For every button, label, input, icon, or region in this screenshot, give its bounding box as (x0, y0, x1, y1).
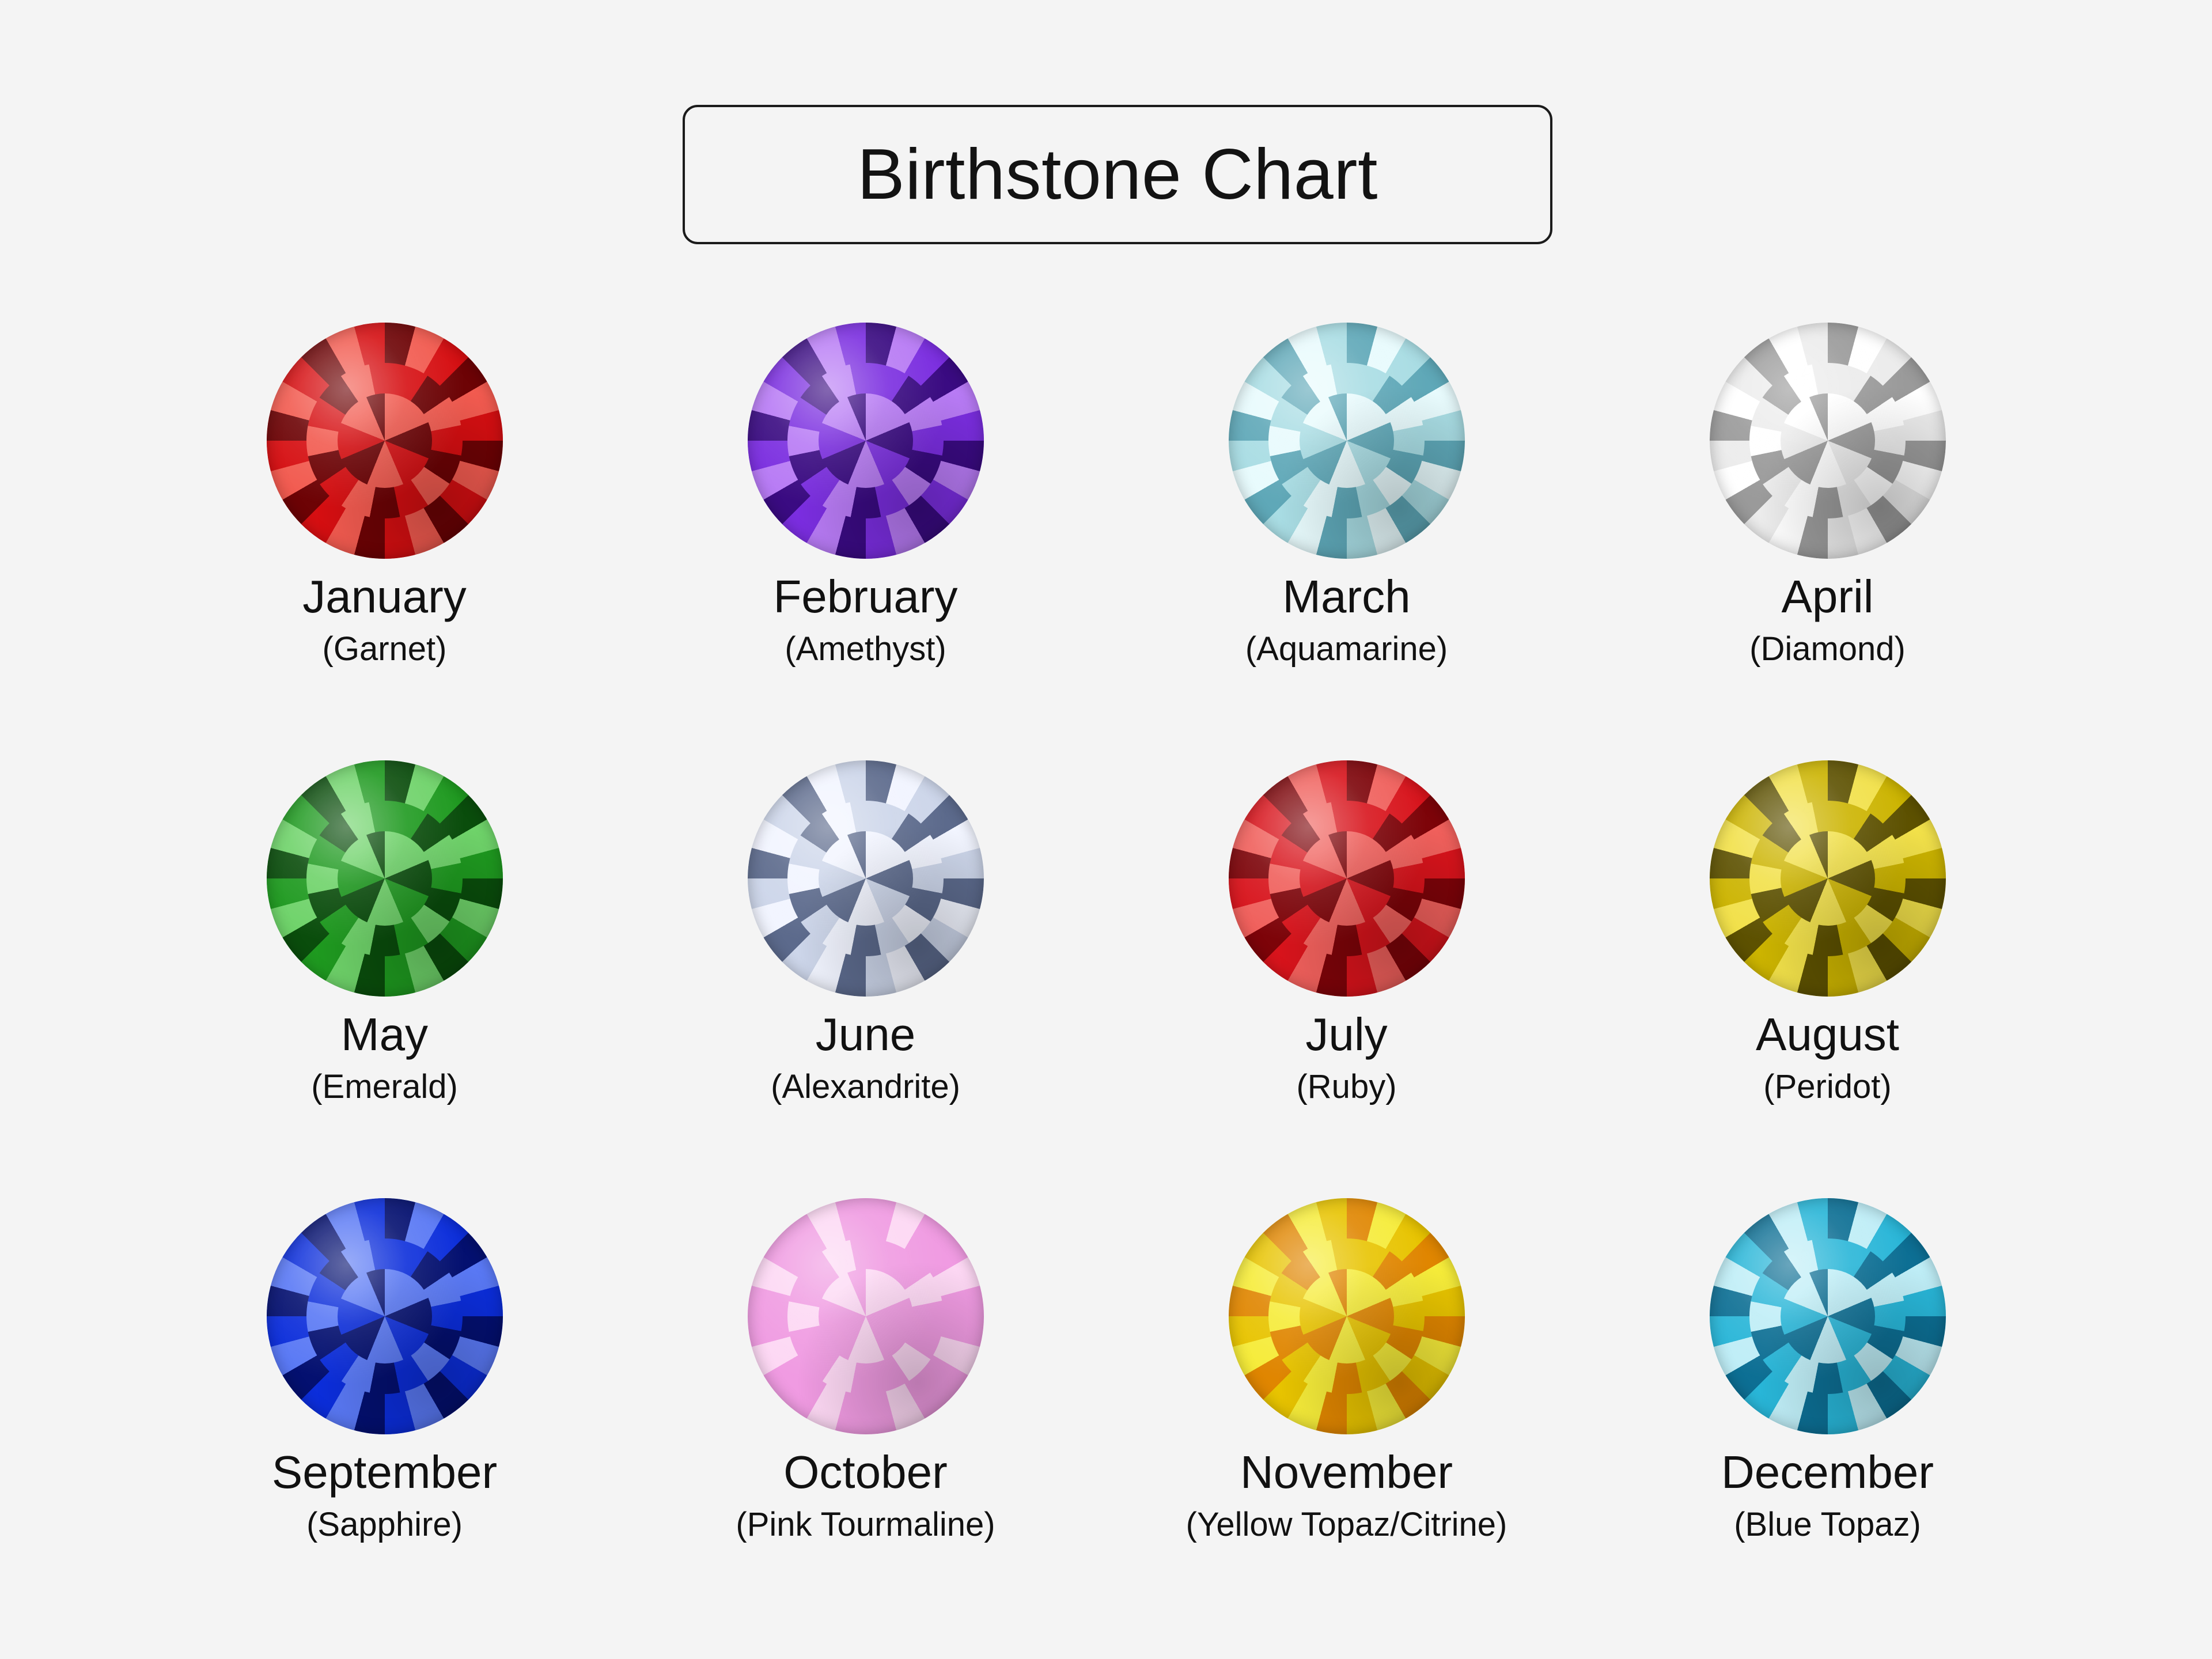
gem-november (1229, 1198, 1465, 1434)
month-label: March (1282, 571, 1411, 622)
month-label: December (1721, 1446, 1934, 1498)
round-brilliant-gem-icon (1229, 323, 1465, 559)
round-brilliant-gem-icon (267, 1198, 503, 1434)
month-label: August (1755, 1009, 1900, 1060)
stone-label: (Sapphire) (306, 1506, 463, 1543)
birthstone-cell-june (625, 760, 1106, 1198)
stone-label: (Garnet) (322, 630, 447, 668)
birthstone-cell-april (1587, 323, 2068, 760)
birthstone-cell-july (1106, 760, 1587, 1198)
stone-label: (Emerald) (311, 1068, 458, 1105)
birthstone-cell-december (1587, 1198, 2068, 1636)
gem-october (748, 1198, 984, 1434)
round-brilliant-gem-icon (1710, 760, 1946, 997)
round-brilliant-gem-icon (748, 760, 984, 997)
gem-july (1229, 760, 1465, 997)
month-label: February (773, 571, 958, 622)
birthstone-grid (144, 323, 2068, 1636)
birthstone-cell-january (144, 323, 625, 760)
gem-september (267, 1198, 503, 1434)
round-brilliant-gem-icon (748, 323, 984, 559)
stone-label: (Blue Topaz) (1734, 1506, 1921, 1543)
stone-label: (Aquamarine) (1245, 630, 1448, 668)
page-title: Birthstone Chart (857, 135, 1378, 214)
birthstone-cell-march (1106, 323, 1587, 760)
stone-label: (Yellow Topaz/Citrine) (1185, 1506, 1508, 1543)
month-label: July (1305, 1009, 1388, 1060)
gem-march (1229, 323, 1465, 559)
stone-label: (Pink Tourmaline) (736, 1506, 995, 1543)
gem-june (748, 760, 984, 997)
birthstone-cell-august (1587, 760, 2068, 1198)
stone-label: (Peridot) (1763, 1068, 1892, 1105)
round-brilliant-gem-icon (1710, 323, 1946, 559)
chart-title-box (683, 105, 1552, 244)
stone-label: (Amethyst) (785, 630, 946, 668)
gem-february (748, 323, 984, 559)
month-label: April (1781, 571, 1874, 622)
round-brilliant-gem-icon (748, 1198, 984, 1434)
round-brilliant-gem-icon (267, 760, 503, 997)
stone-label: (Diamond) (1749, 630, 1906, 668)
birthstone-cell-november (1106, 1198, 1587, 1636)
round-brilliant-gem-icon (1710, 1198, 1946, 1434)
birthstone-cell-september (144, 1198, 625, 1636)
stone-label: (Ruby) (1296, 1068, 1397, 1105)
month-label: October (783, 1446, 948, 1498)
round-brilliant-gem-icon (1229, 760, 1465, 997)
month-label: June (815, 1009, 916, 1060)
month-label: May (340, 1009, 429, 1060)
gem-december (1710, 1198, 1946, 1434)
gem-april (1710, 323, 1946, 559)
birthstone-cell-february (625, 323, 1106, 760)
month-label: November (1240, 1446, 1453, 1498)
month-label: January (302, 571, 467, 622)
round-brilliant-gem-icon (1229, 1198, 1465, 1434)
gem-january (267, 323, 503, 559)
stone-label: (Alexandrite) (771, 1068, 960, 1105)
birthstone-cell-october (625, 1198, 1106, 1636)
gem-august (1710, 760, 1946, 997)
round-brilliant-gem-icon (267, 323, 503, 559)
gem-may (267, 760, 503, 997)
birthstone-cell-may (144, 760, 625, 1198)
month-label: September (271, 1446, 498, 1498)
